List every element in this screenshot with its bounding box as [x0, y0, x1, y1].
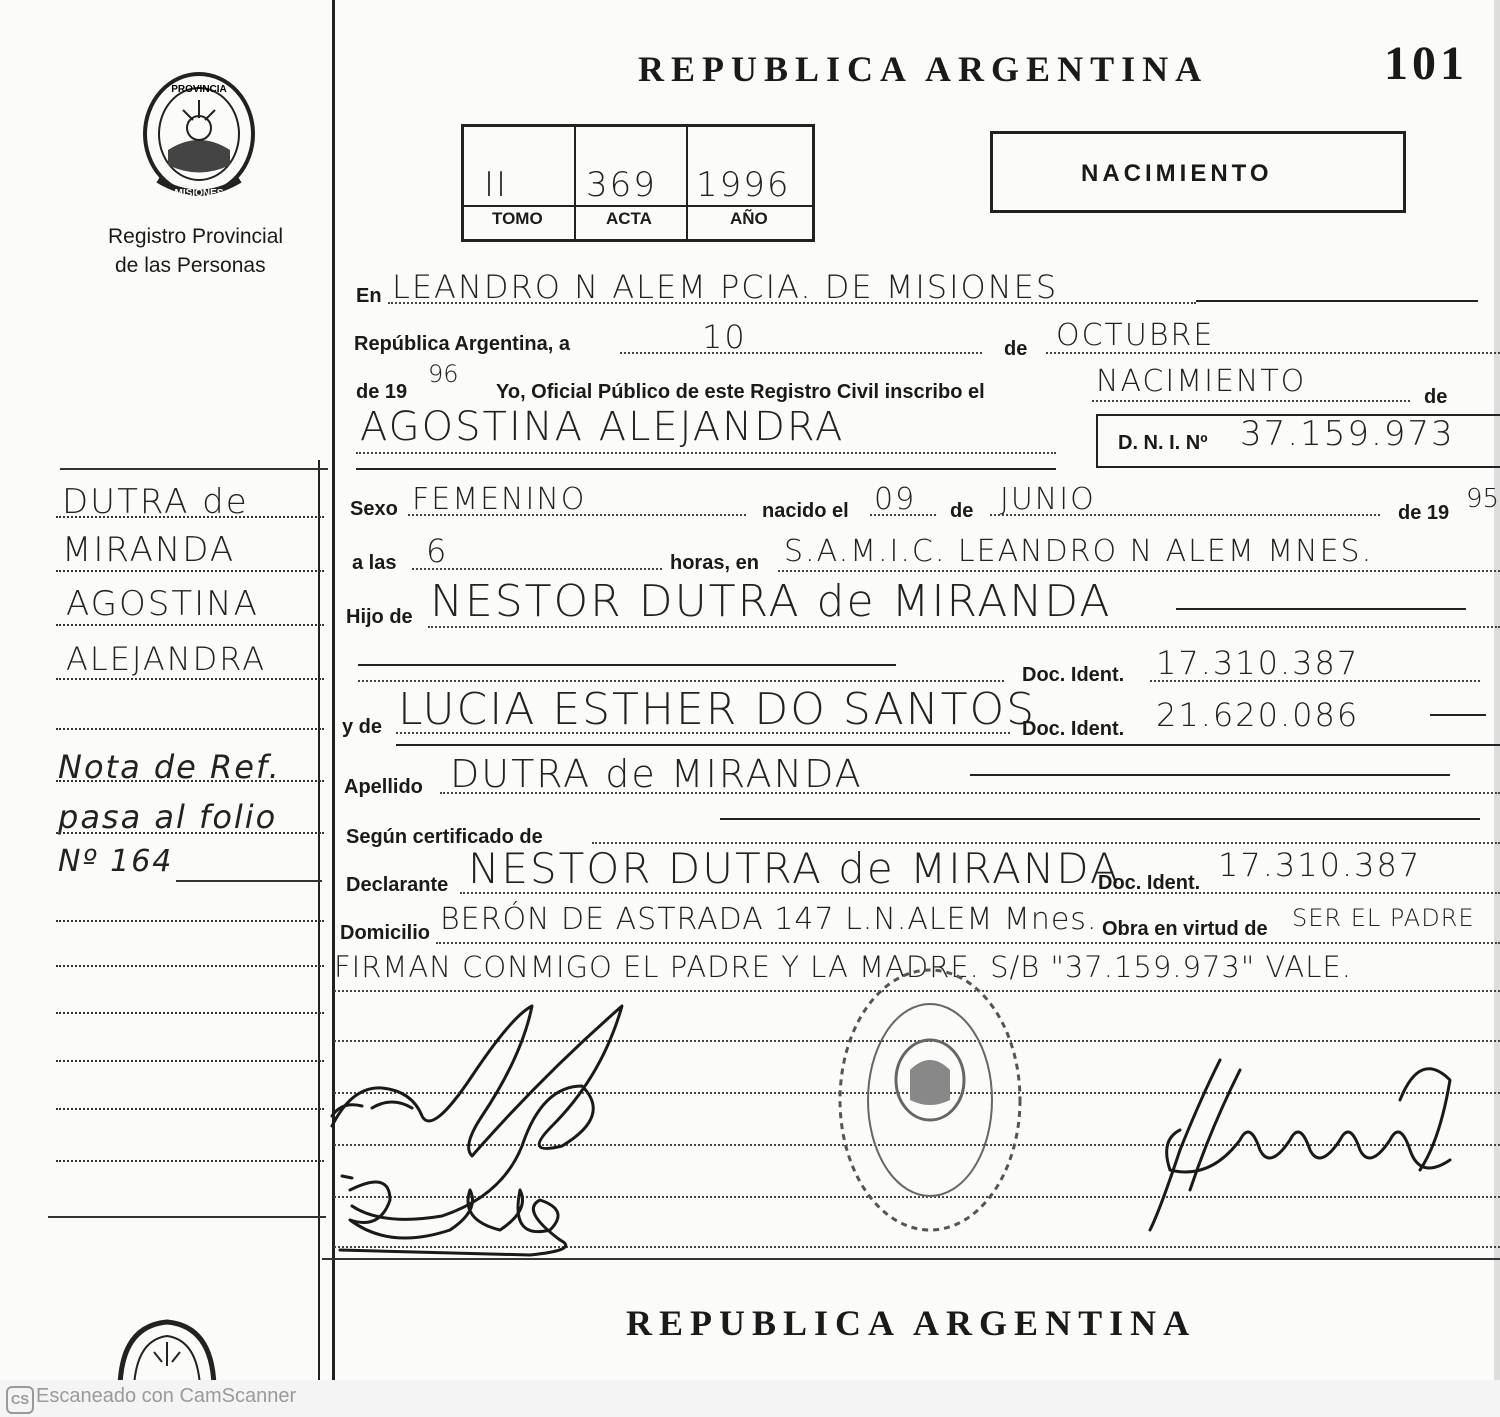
camscanner-badge-icon: CS: [6, 1386, 34, 1414]
sexo-label: Sexo: [350, 498, 398, 520]
right-edge-shadow: [1494, 0, 1500, 1390]
margin-name-line2: MIRANDA: [62, 530, 236, 570]
margin-note-line1: Nota de Ref.: [58, 748, 281, 786]
dni-label: D. N. I. Nº: [1118, 432, 1208, 454]
place-of-registration: LEANDRO N ALEM PCIA. DE MISIONES: [392, 268, 1059, 306]
mother-signature-icon: [330, 1150, 590, 1270]
horas-label: horas, en: [670, 552, 759, 574]
birth-year: 95: [1466, 484, 1500, 514]
signature-area-bottom-line: [322, 1258, 1500, 1260]
de-label-1: de: [1004, 338, 1028, 360]
ydela-label: y de: [342, 716, 383, 738]
seal-bottom-text: MISIONES: [174, 188, 224, 199]
birth-month: JUNIO: [1000, 482, 1096, 517]
mother-name: LUCIA ESTHER DO SANTOS: [398, 684, 1037, 735]
birth-hour: 6: [426, 532, 449, 570]
father-name: NESTOR DUTRA de MIRANDA: [430, 576, 1112, 627]
seal-top-text: PROVINCIA: [171, 84, 227, 95]
margin-name-line3: AGOSTINA: [66, 584, 259, 624]
domicilio-label: Domicilio: [340, 922, 431, 944]
declarante-doc-value: 17.310.387: [1218, 846, 1422, 884]
mother-doc-label: Doc. Ident.: [1022, 718, 1125, 740]
act-type-value: NACIMIENTO: [1096, 364, 1307, 399]
declarante-name: NESTOR DUTRA de MIRANDA: [468, 844, 1121, 893]
margin-note-line2: pasa al folio: [58, 798, 278, 836]
hijo-label: Hijo de: [346, 606, 413, 628]
registry-name-line2: de las Personas: [115, 254, 266, 277]
official-seal-stamp-icon: [830, 960, 1030, 1240]
sexo-value: FEMENINO: [412, 482, 587, 517]
scanner-watermark-text: Escaneado con CamScanner: [36, 1385, 297, 1407]
birth-day: 09: [874, 482, 917, 517]
child-name-value: AGOSTINA ALEJANDRA: [360, 404, 845, 450]
left-margin-outer-border: [318, 460, 320, 1390]
registration-year: 96: [428, 360, 459, 388]
registration-day: 10: [702, 318, 747, 356]
apellido-label: Apellido: [344, 776, 423, 798]
provincial-seal-icon: [138, 70, 260, 202]
ano-label: AÑO: [730, 209, 768, 228]
ano-value: 1996: [696, 165, 791, 205]
domicilio-value: BERÓN DE ASTRADA 147 L.N.ALEM Mnes.: [440, 902, 1098, 937]
declarante-label: Declarante: [346, 874, 449, 896]
alas-label: a las: [352, 552, 397, 574]
father-doc-value: 17.310.387: [1156, 644, 1360, 682]
dni-value: 37.159.973: [1240, 414, 1455, 454]
mother-doc-value: 21.620.086: [1156, 696, 1360, 734]
republica-label: República Argentina, a: [354, 333, 570, 355]
acta-value: 369: [586, 165, 657, 205]
apellido-value: DUTRA de MIRANDA: [450, 752, 863, 796]
act-number-box: [461, 124, 815, 242]
de19-label: de 19: [356, 381, 408, 403]
en-label: En: [356, 285, 382, 307]
acta-label: ACTA: [606, 209, 652, 228]
act-type-box: [990, 131, 1406, 213]
birth-place: S.A.M.I.C. LEANDRO N ALEM MNES.: [784, 534, 1374, 569]
margin-name-line1: DUTRA de: [62, 482, 249, 522]
tomo-value: II: [484, 165, 509, 205]
folio-number: 101: [1384, 37, 1468, 90]
margin-top-line: [60, 468, 328, 470]
de-label-2: de: [1424, 386, 1448, 408]
document-title: REPUBLICA ARGENTINA: [638, 49, 1209, 89]
margin-name-line4: ALEJANDRA: [66, 640, 267, 678]
act-type-label: NACIMIENTO: [1081, 160, 1273, 187]
registration-month: OCTUBRE: [1056, 318, 1215, 353]
yo-oficial-text: Yo, Oficial Público de este Registro Civil inscribo el: [496, 381, 985, 403]
provincial-seal-bottom-icon: [112, 1316, 222, 1386]
registry-name-line1: Registro Provincial: [108, 225, 284, 248]
firman-text: FIRMAN CONMIGO EL PADRE Y LA MADRE. S/B "37.159.973" VALE.: [334, 950, 1352, 984]
de-label-3: de: [950, 500, 974, 522]
declarante-doc-label: Doc. Ident.: [1098, 872, 1201, 894]
obra-value: SER EL PADRE: [1292, 904, 1475, 932]
de19-label-2: de 19: [1398, 502, 1450, 524]
segun-label: Según certificado de: [346, 826, 543, 848]
father-doc-label: Doc. Ident.: [1022, 664, 1125, 686]
nacido-label: nacido el: [762, 500, 849, 522]
official-signature-icon: [1120, 1040, 1480, 1240]
obra-label: Obra en virtud de: [1102, 918, 1268, 940]
margin-note-line3: Nº 164: [58, 844, 174, 879]
next-page-title: REPUBLICA ARGENTINA: [626, 1303, 1197, 1343]
tomo-label: TOMO: [492, 209, 543, 228]
